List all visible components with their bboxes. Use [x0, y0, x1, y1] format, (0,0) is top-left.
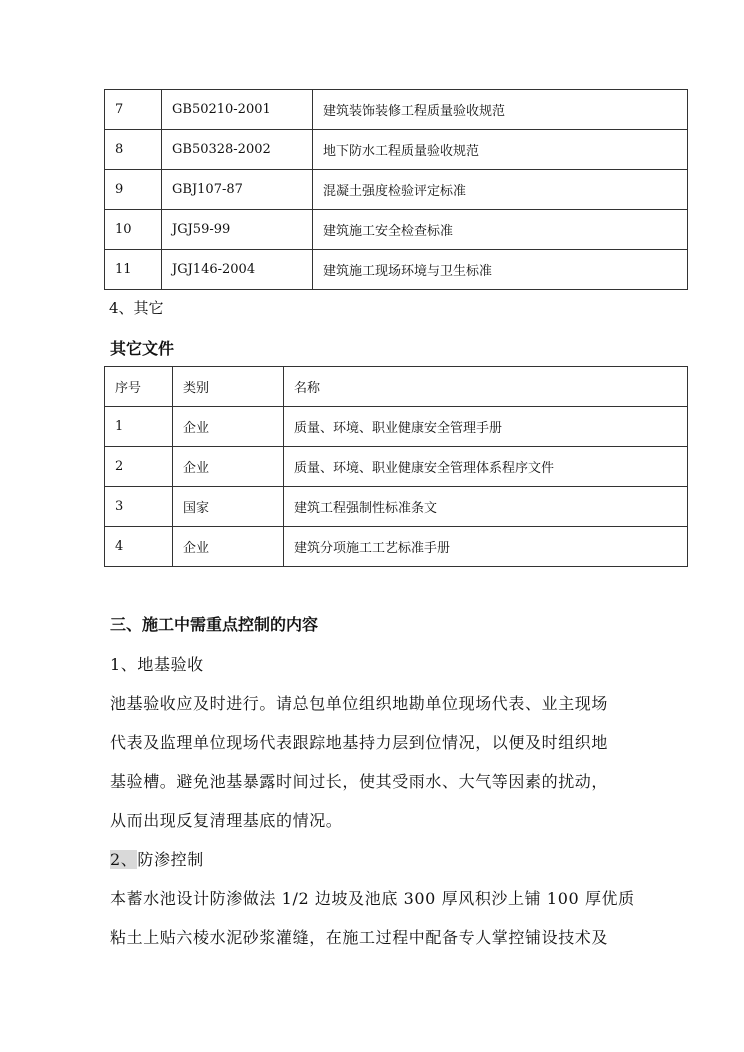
- subsection-2-heading: [110, 847, 204, 870]
- row-number: 10: [105, 210, 162, 250]
- table-row: [105, 487, 688, 527]
- doc-type: 企业: [173, 447, 284, 487]
- header-name: 名称: [284, 367, 688, 407]
- doc-name: 质量、环境、职业健康安全管理体系程序文件: [284, 447, 688, 487]
- highlighted-number: 2、: [110, 850, 138, 869]
- row-number: 1: [105, 407, 173, 447]
- header-number: 序号: [105, 367, 173, 407]
- subsection-2-heading-text: 防渗控制: [137, 850, 204, 869]
- table-row: [105, 447, 688, 487]
- paragraph-line: 代表及监理单位现场代表跟踪地基持力层到位情况，以便及时组织地: [110, 733, 609, 752]
- row-number: 8: [105, 130, 162, 170]
- doc-name: 建筑分项施工工艺标准手册: [284, 527, 688, 567]
- paragraph-line: 基验槽。避免池基暴露时间过长，使其受雨水、大气等因素的扰动，: [110, 772, 609, 791]
- other-documents-table: [104, 366, 688, 567]
- standards-table: [104, 89, 688, 290]
- row-number: 9: [105, 170, 162, 210]
- subsection-1-heading: 1、地基验收: [110, 655, 204, 674]
- table-row: [105, 527, 688, 567]
- paragraph-line: 本蓄水池设计防渗做法 1/2 边坡及池底 300 厚风积沙上铺 100 厚优质: [110, 889, 635, 908]
- paragraph-line: 池基验收应及时进行。请总包单位组织地勘单位现场代表、业主现场: [110, 694, 609, 713]
- doc-name: 建筑工程强制性标准条文: [284, 487, 688, 527]
- paragraph-line: 粘土上贴六棱水泥砂浆灌缝，在施工过程中配备专人掌控铺设技术及: [110, 928, 609, 947]
- standard-name: 建筑施工现场环境与卫生标准: [313, 250, 688, 290]
- row-number: 3: [105, 487, 173, 527]
- table-row: [105, 90, 688, 130]
- doc-name: 质量、环境、职业健康安全管理手册: [284, 407, 688, 447]
- standard-code: GBJ107-87: [162, 170, 313, 210]
- row-number: 2: [105, 447, 173, 487]
- standard-name: 混凝土强度检验评定标准: [313, 170, 688, 210]
- doc-type: 企业: [173, 527, 284, 567]
- standard-name: 建筑装饰装修工程质量验收规范: [313, 90, 688, 130]
- row-number: 4: [105, 527, 173, 567]
- table-row: [105, 170, 688, 210]
- standard-code: GB50328-2002: [162, 130, 313, 170]
- table-header-row: [105, 367, 688, 407]
- doc-type: 国家: [173, 487, 284, 527]
- header-type: 类别: [173, 367, 284, 407]
- section-3-heading: 三、施工中需重点控制的内容: [110, 615, 319, 634]
- standard-code: JGJ59-99: [162, 210, 313, 250]
- standard-name: 地下防水工程质量验收规范: [313, 130, 688, 170]
- table-row: [105, 210, 688, 250]
- standard-code: JGJ146-2004: [162, 250, 313, 290]
- other-docs-title: 其它文件: [110, 339, 175, 358]
- table-row: [105, 407, 688, 447]
- doc-type: 企业: [173, 407, 284, 447]
- standard-name: 建筑施工安全检查标准: [313, 210, 688, 250]
- section-4-heading: 4、其它: [109, 299, 164, 317]
- table-row: [105, 130, 688, 170]
- standard-code: GB50210-2001: [162, 90, 313, 130]
- row-number: 7: [105, 90, 162, 130]
- table-row: [105, 250, 688, 290]
- row-number: 11: [105, 250, 162, 290]
- paragraph-line: 从而出现反复清理基底的情况。: [110, 811, 343, 830]
